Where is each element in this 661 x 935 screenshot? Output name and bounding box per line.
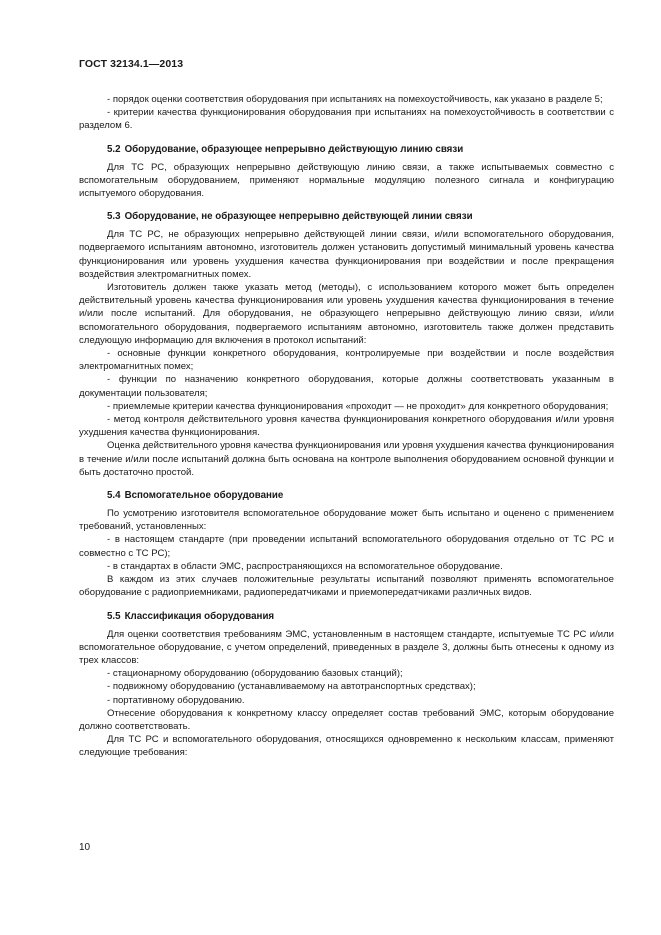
section-title: Оборудование, образующее непрерывно действующую линию связи [124, 143, 464, 155]
section-title: Вспомогательное оборудование [124, 490, 284, 502]
section-title: Оборудование, не образующее непрерывно действующей линии связи [124, 211, 473, 223]
section-heading [79, 610, 614, 623]
paragraph: По усмотрению изготовителя вспомогательное оборудование может быть испытано и оценено с применением требований, установленных: [79, 508, 614, 533]
paragraph: Для ТС РС, не образующих непрерывно действующей линии связи, и/или вспомогательного оборудования, подвергаемого испытаниям автономно, изготовитель должен установить допустимый минимальный уровень качества функционирования или уровень ухудшения качества функционирования при воздействии и после прекращения воздействия электромагнитных помех. [79, 229, 614, 280]
paragraph: - приемлемые критерии качества функционирования «проходит — не проходит» для конкретного оборудования; [107, 400, 609, 412]
document-header: ГОСТ 32134.1—2013 [79, 58, 184, 70]
section-number: 5.5 [107, 610, 121, 622]
paragraph: - функции по назначению конкретного оборудования, которые должны соответствовать указанным в документации пользователя; [79, 374, 614, 399]
section-number: 5.2 [107, 143, 121, 155]
section-heading [79, 143, 614, 156]
document-body [79, 93, 614, 760]
section-number: 5.3 [107, 211, 121, 223]
paragraph: Для ТС РС, образующих непрерывно действующую линию связи, а также испытываемых совместно с вспомогательным оборудованием, применяют нормальные модуляцию полезного сигнала и конфигурацию испытуемого оборудования. [79, 161, 614, 200]
paragraph: - порядок оценки соответствия оборудования при испытаниях на помехоустойчивость, как указано в разделе 5; [107, 94, 603, 105]
paragraph: Изготовитель должен также указать метод (методы), с использованием которого может быть определен действительный уровень качества функционирования или уровень ухудшения качества функционирования в течение и/или после испытаний. Для оборудования, не образующего непрерывно действующую линию связи, и/или вспомогательного оборудования, подвергаемого испытаниям автономно, изготовитель также должен представить следующую информацию для включения в протокол испытаний: [79, 282, 614, 346]
paragraph: Отнесение оборудования к конкретному классу определяет состав требований ЭМС, которым оборудование должно соответствовать. [79, 707, 614, 732]
paragraph: - подвижному оборудованию (устанавливаемому на автотранспортных средствах); [107, 681, 476, 693]
paragraph: Для оценки соответствия требованиям ЭМС, установленным в настоящем стандарте, испытуемые ТС РС и/или вспомогательное оборудование, с учетом определений, приведенных в разделе 3, должны быть отнесены к одному из трех классов: [79, 628, 614, 666]
paragraph: - портативному оборудованию. [107, 694, 245, 706]
paragraph: Для ТС РС и вспомогательного оборудования, относящихся одновременно к нескольким классам, применяют следующие требования: [79, 734, 614, 759]
paragraph: - критерии качества функционирования оборудования при испытаниях на помехоустойчивость в соответствии с разделом 6. [79, 107, 614, 132]
paragraph: Оценка действительного уровня качества функционирования или уровня ухудшения качества функционирования в течение и/или после испытаний должна быть основана на контроле выполнения оборудованием основной функции и быть достаточно простой. [79, 440, 614, 478]
paragraph: - метод контроля действительного уровня качества функционирования конкретного оборудования и/или уровня ухудшения качества функционирования. [79, 414, 614, 439]
paragraph: - основные функции конкретного оборудования, контролируемые при воздействии и после воздействия электромагнитных помех; [79, 348, 614, 373]
section-heading [79, 489, 614, 502]
section-number: 5.4 [107, 490, 121, 502]
paragraph: - стационарному оборудованию (оборудованию базовых станций); [107, 668, 403, 680]
section-title: Классификация оборудования [124, 610, 275, 622]
paragraph: В каждом из этих случаев положительные результаты испытаний позволяют применять вспомогательное оборудование с радиоприемниками, радиопередатчиками и приемопередатчиками различных видов. [79, 574, 614, 599]
paragraph: - в настоящем стандарте (при проведении испытаний вспомогательного оборудования отдельно от ТС РС и совместно с ТС РС); [79, 534, 614, 559]
section-heading [79, 210, 614, 223]
paragraph: - в стандартах в области ЭМС, распространяющихся на вспомогательное оборудование. [107, 560, 503, 572]
page-number: 10 [79, 842, 91, 853]
